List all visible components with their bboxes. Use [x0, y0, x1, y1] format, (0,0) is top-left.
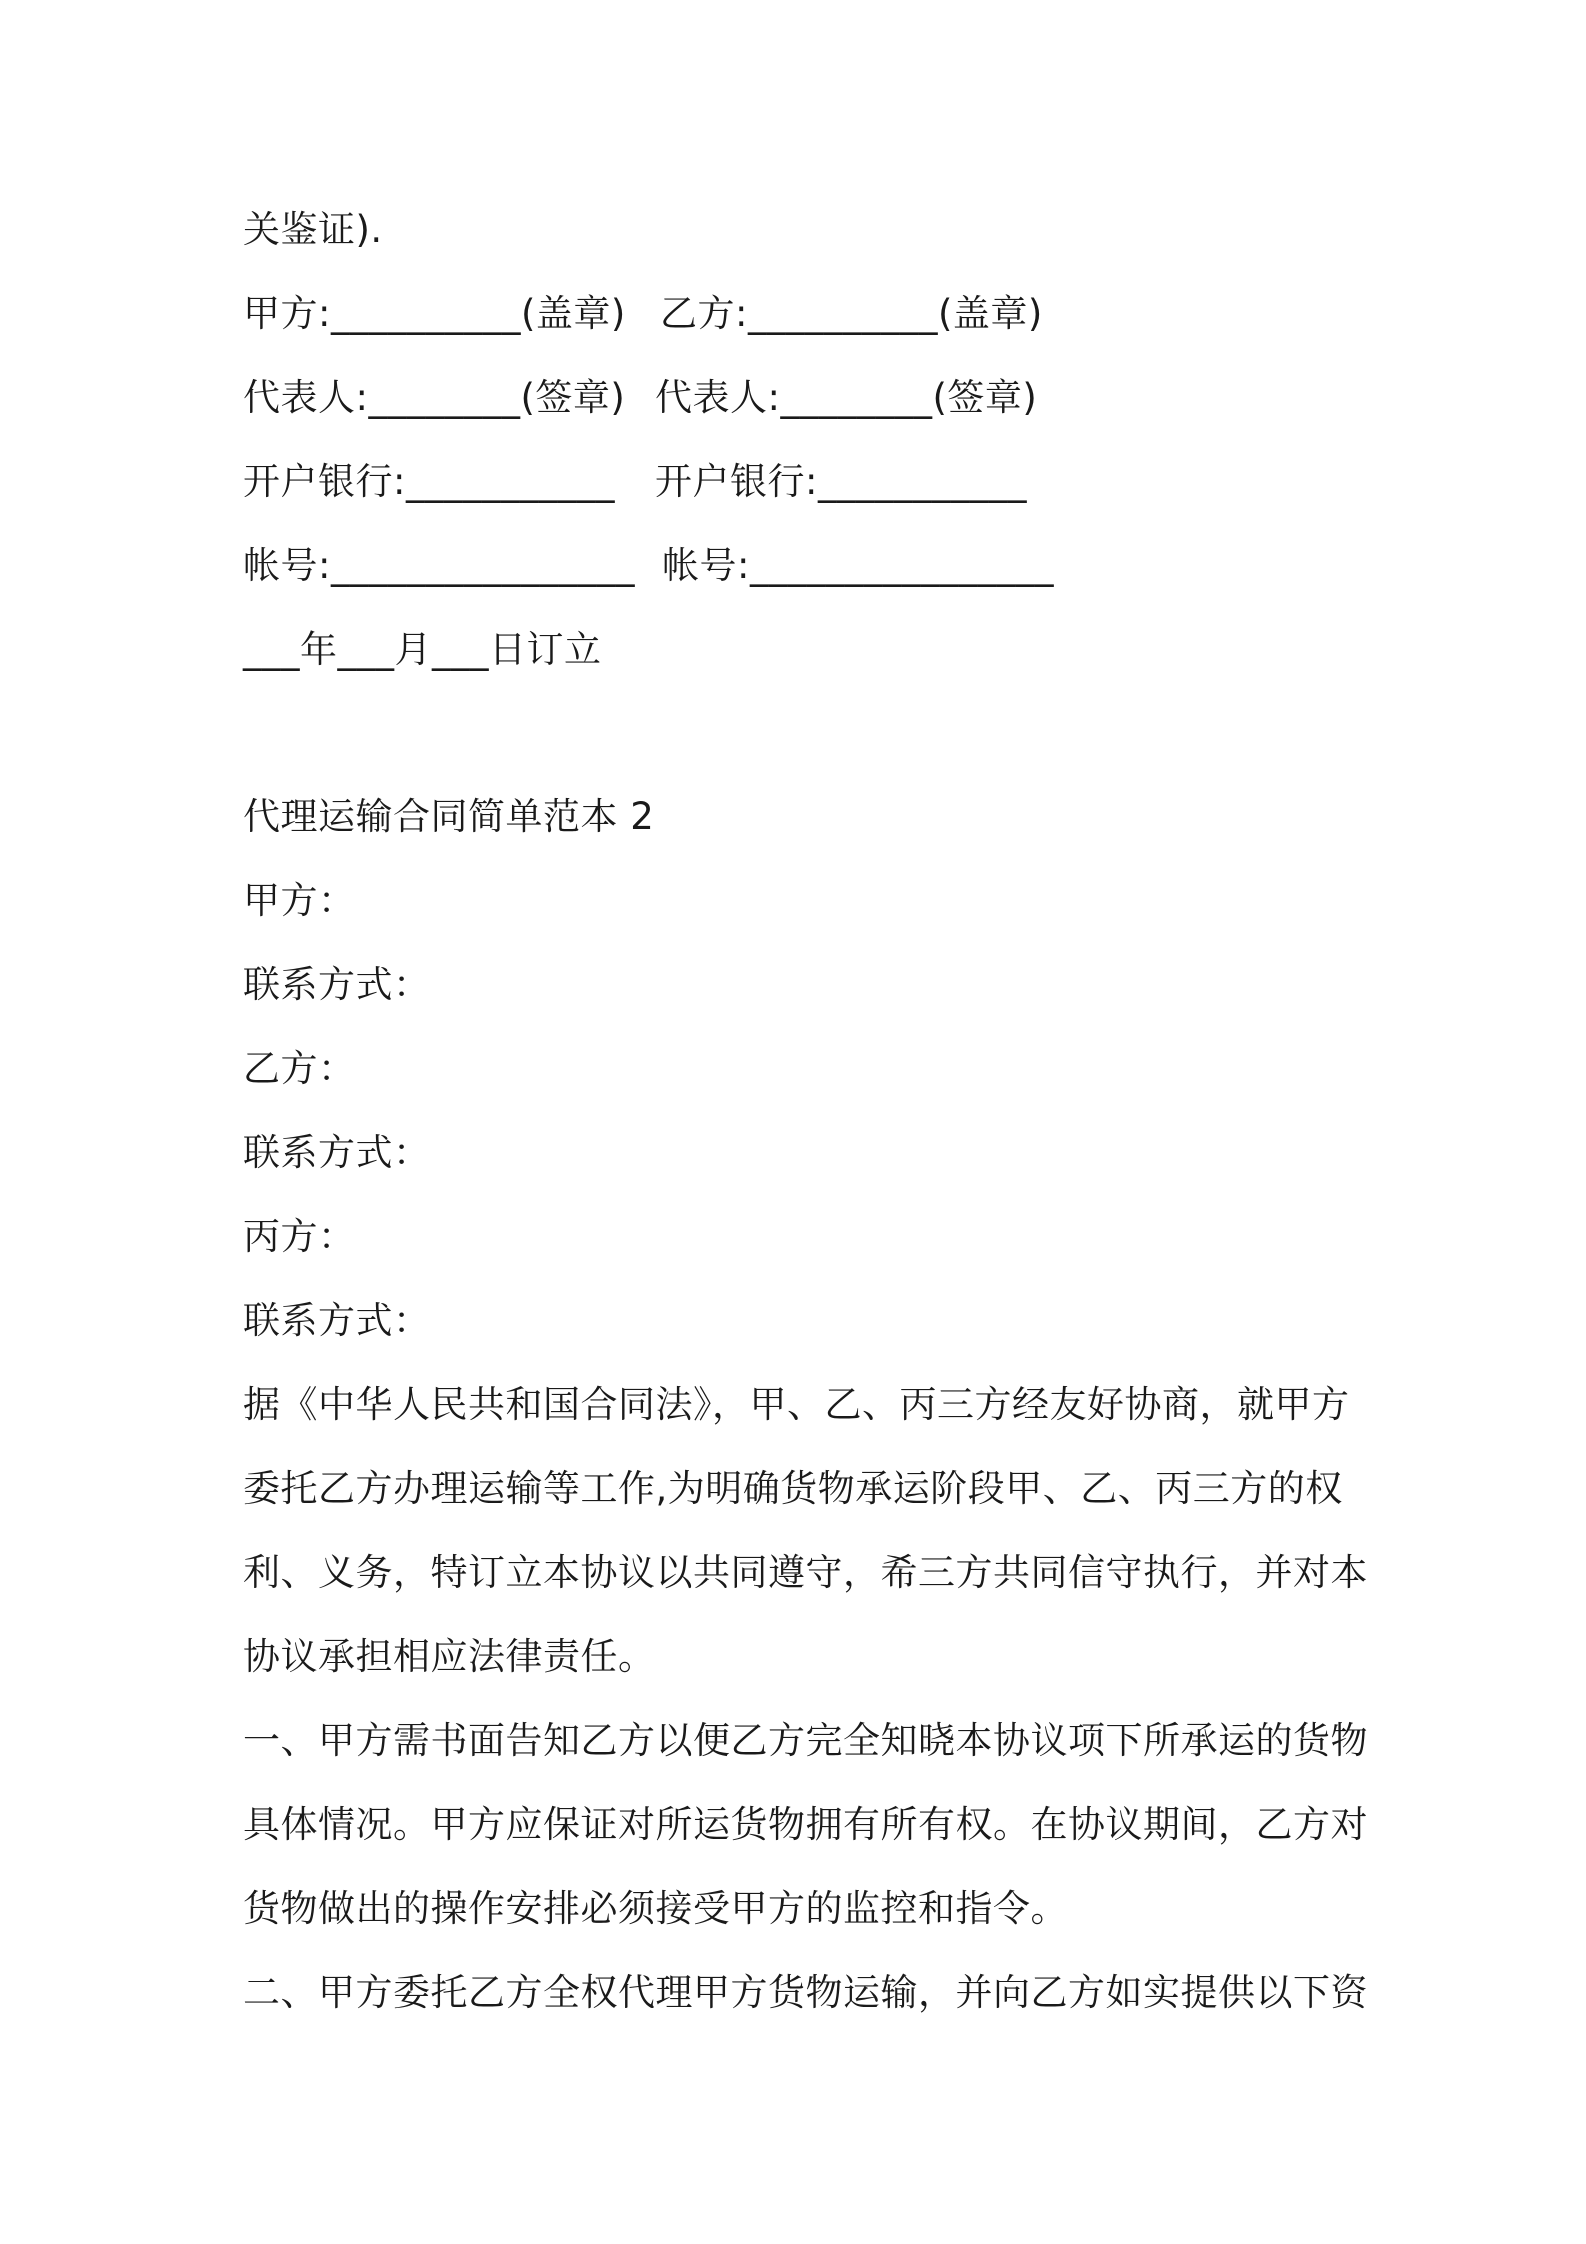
clause-1-line: 一、甲方需书面告知乙方以便乙方完全知晓本协议项下所承运的货物 [243, 1719, 1368, 1762]
party-a-contact-label: 联系方式： [243, 963, 431, 1006]
party-c-contact-label: 联系方式： [243, 1299, 431, 1342]
rep-b-signature-line: 代表人:________(签章) [655, 376, 1038, 419]
preamble-line: 协议承担相应法律责任。 [243, 1635, 656, 1678]
clause-1-line: 具体情况。甲方应保证对所运货物拥有所有权。在协议期间，乙方对 [243, 1803, 1368, 1846]
preamble-line: 委托乙方办理运输等工作,为明确货物承运阶段甲、乙、丙三方的权 [243, 1467, 1343, 1510]
clause-1-line: 货物做出的操作安排必须接受甲方的监控和指令。 [243, 1887, 1068, 1930]
account-a-line: 帐号:________________ [243, 544, 635, 587]
clause-2-line: 二、甲方委托乙方全权代理甲方货物运输，并向乙方如实提供以下资 [243, 1971, 1368, 2014]
signing-date-line: ___年___月___日订立 [243, 628, 602, 671]
rep-a-signature-line: 代表人:________(签章) [243, 376, 626, 419]
party-b-contact-label: 联系方式： [243, 1131, 431, 1174]
bank-b-line: 开户银行:___________ [655, 460, 1027, 503]
preamble-line: 据《中华人民共和国合同法》，甲、乙、丙三方经友好协商，就甲方 [243, 1383, 1350, 1426]
verification-tail: 关鉴证). [243, 208, 383, 251]
party-b-label: 乙方： [243, 1047, 356, 1090]
contract-title: 代理运输合同简单范本 2 [243, 795, 655, 838]
party-a-seal-line: 甲方:__________(盖章) [243, 292, 626, 335]
account-b-line: 帐号:________________ [662, 544, 1054, 587]
party-c-label: 丙方： [243, 1215, 356, 1258]
preamble-line: 利、义务，特订立本协议以共同遵守，希三方共同信守执行，并对本 [243, 1551, 1368, 1594]
party-b-seal-line: 乙方:__________(盖章) [660, 292, 1043, 335]
bank-a-line: 开户银行:___________ [243, 460, 615, 503]
party-a-label: 甲方： [243, 879, 356, 922]
